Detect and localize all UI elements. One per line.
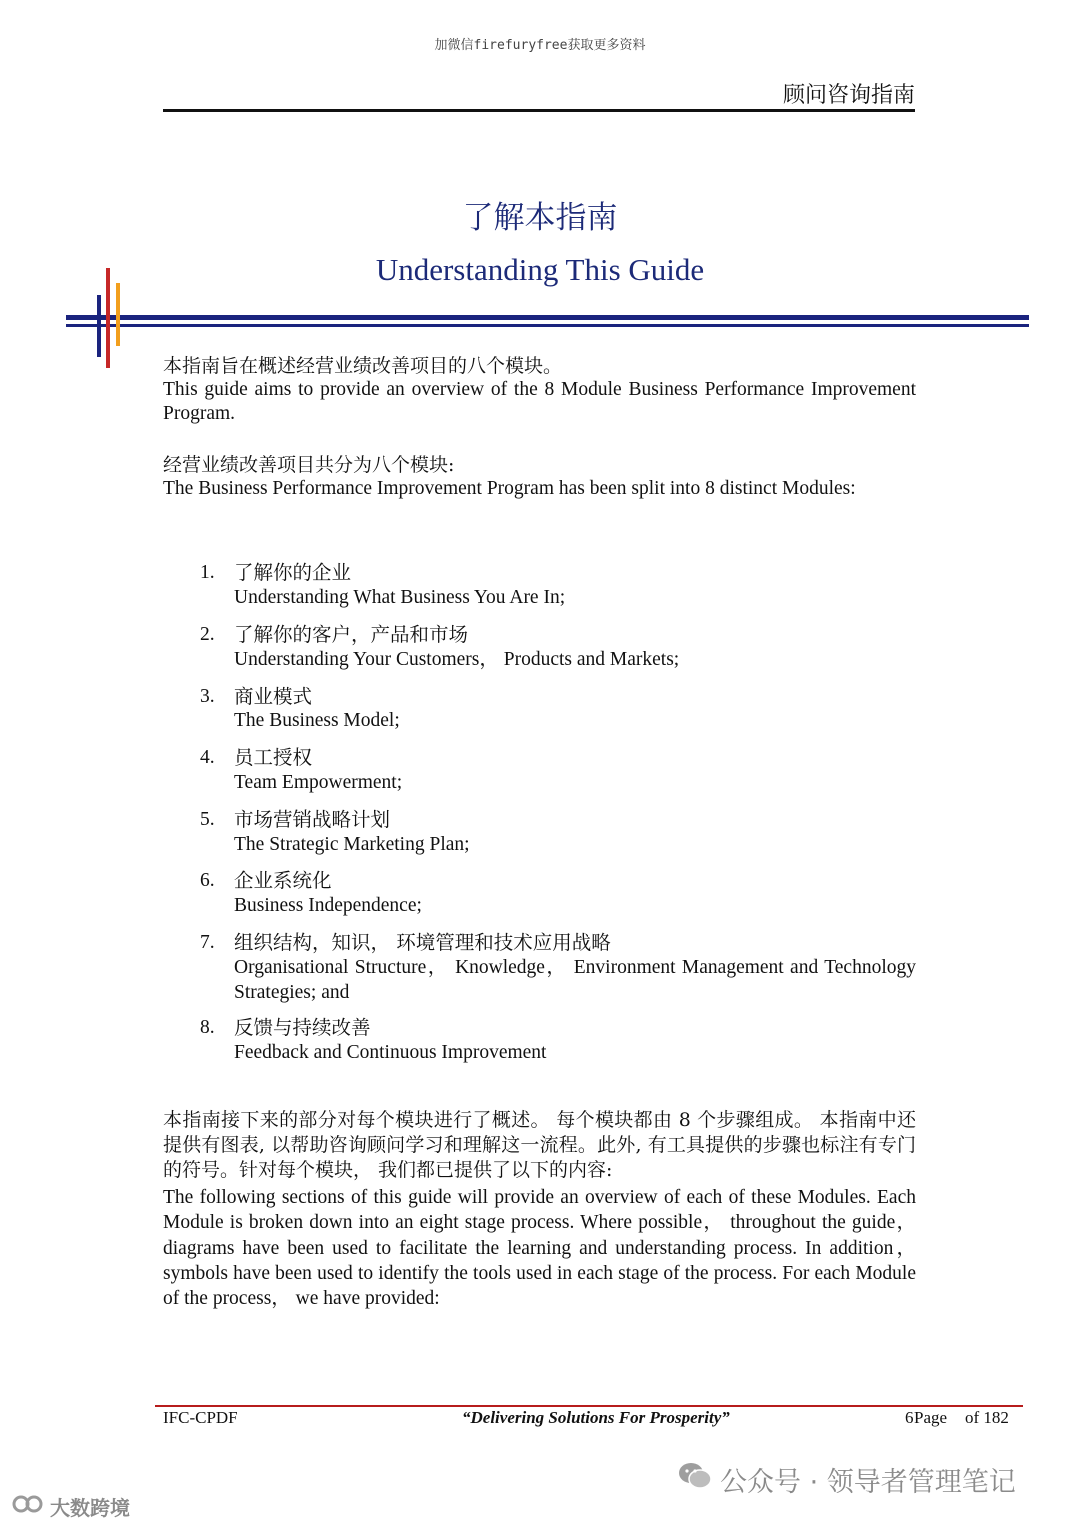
split-en: The Business Performance Improvement Program has been split into 8 distinct Modules:	[163, 478, 856, 499]
list-item-en: The Business Model;	[234, 710, 400, 731]
bottom-right-watermark	[678, 1460, 1016, 1499]
footer-page-number: 6	[905, 1408, 914, 1427]
red-vertical-bar	[106, 268, 110, 368]
header-title: 顾问咨询指南	[782, 83, 915, 108]
list-item-cn: 市场营销战略计划	[234, 808, 391, 831]
list-item-number: 2.	[200, 624, 215, 645]
overview-cn: 本指南接下来的部分对每个模块进行了概述。 每个模块都由 8 个步骤组成。 本指南中还提供有图表, 以帮助咨询顾问学习和理解这一流程。此外, 有工具提供的步骤也标注有专门的符号。针对每个模块， 我们都已提供了以下的内容:	[163, 1109, 916, 1181]
header-rule	[163, 109, 915, 112]
bottom-left-watermark-text: 大数跨境	[50, 1496, 130, 1520]
list-item-cn: 商业模式	[234, 685, 313, 708]
list-item-cn: 员工授权	[234, 746, 313, 769]
footer-slogan: “Delivering Solutions For Prosperity”	[462, 1408, 730, 1427]
list-item-en: The Strategic Marketing Plan;	[234, 834, 470, 855]
footer-page-total: of 182	[965, 1408, 1009, 1427]
list-item-en: Understanding Your Customers， Products and Markets;	[234, 649, 680, 670]
title-bar-top	[66, 315, 1029, 320]
list-item-number: 4.	[200, 747, 215, 768]
top-watermark: 加微信firefuryfree获取更多资料	[434, 38, 646, 53]
list-item-en: Team Empowerment;	[234, 772, 403, 793]
list-item-number: 1.	[200, 562, 215, 583]
list-item-en: Understanding What Business You Are In;	[234, 587, 566, 608]
list-item-cn: 了解你的客户，产品和市场	[234, 623, 469, 646]
list-item-number: 8.	[200, 1017, 215, 1038]
page-title-en: Understanding This Guide	[375, 252, 705, 287]
list-item-number: 6.	[200, 870, 215, 891]
list-item-cn: 反馈与持续改善	[234, 1016, 371, 1039]
wechat-icon	[678, 1461, 712, 1498]
overview-en: The following sections of this guide will provide an overview of each of these Modules. Each Module is broken down into an eight stage process. Where possible， throughout the guide， diagrams have been used to facilitate the learning and understanding process. In addition， symbols have been used to identify the tools used in each stage of the process. For each Module of the process， we have provided:	[163, 1187, 916, 1310]
list-item-number: 3.	[200, 686, 215, 707]
footer-page-label: Page	[914, 1408, 948, 1427]
list-item-number: 5.	[200, 809, 215, 830]
intro-cn: 本指南旨在概述经营业绩改善项目的八个模块。	[163, 355, 563, 377]
orange-vertical-bar	[116, 283, 120, 346]
list-item-cn: 企业系统化	[234, 869, 332, 892]
list-item-cn: 组织结构，知识， 环境管理和技术应用战略	[234, 931, 611, 954]
list-item-number: 7.	[200, 932, 215, 953]
bottom-left-watermark	[10, 1492, 130, 1521]
title-bar-bottom	[66, 324, 1029, 327]
blue-vertical-bar	[97, 295, 101, 357]
list-item-en: Organisational Structure， Knowledge， Environment Management and Technology Strategies; and	[234, 957, 916, 1003]
list-item-en: Business Independence;	[234, 895, 422, 916]
footer-rule	[155, 1405, 1023, 1407]
list-item-en: Feedback and Continuous Improvement	[234, 1042, 547, 1063]
list-item-cn: 了解你的企业	[234, 561, 352, 584]
footer-left: IFC-CPDF	[163, 1408, 238, 1427]
page-title-cn: 了解本指南	[462, 200, 618, 236]
bottom-right-watermark-text: 公众号 · 领导者管理笔记	[720, 1467, 1016, 1498]
intro-en: This guide aims to provide an overview of the 8 Module Business Performance Improvement Program.	[163, 379, 916, 424]
link-icon	[10, 1493, 46, 1520]
split-cn: 经营业绩改善项目共分为八个模块:	[163, 454, 455, 476]
